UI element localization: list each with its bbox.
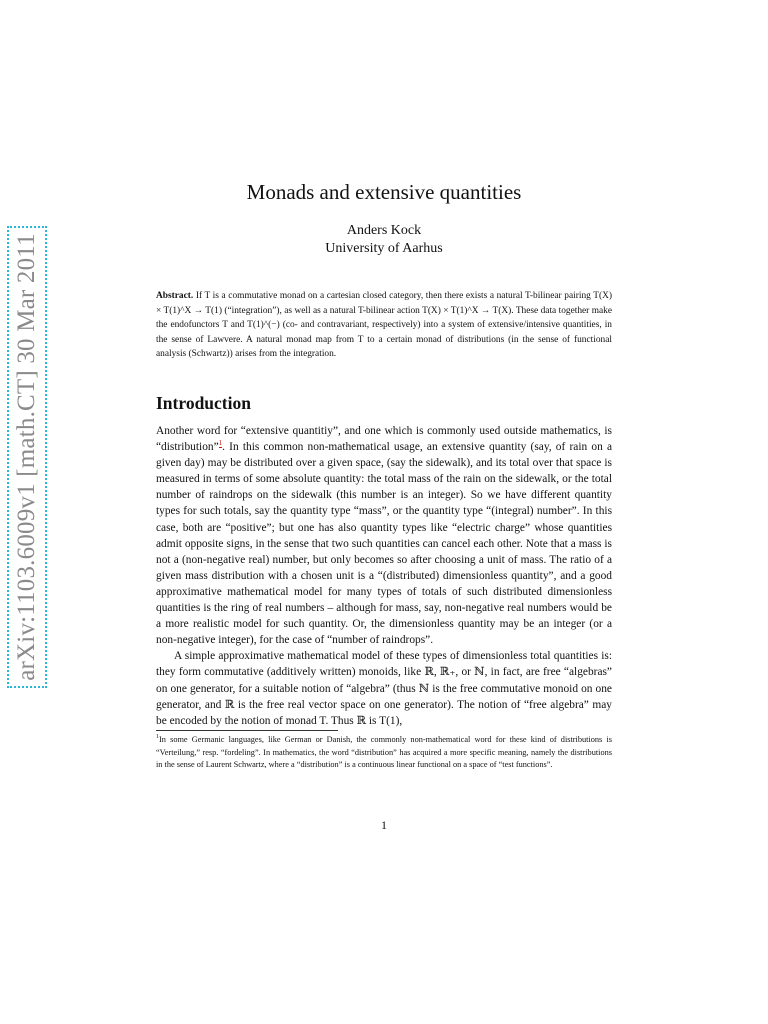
- author-affiliation: University of Aarhus: [325, 241, 443, 256]
- abstract-text: If T is a commutative monad on a cartesian closed category, then there exists a natural T-bilinear pairing T(X) × T(1)^X → T(1) (“integration”), as well as a natural T-bilinear action T(X) × T(1)^X → T(X). These data together make the endofunctors T and T(1)^(−) (co- and contravariant, respectively) into a system of extensive/intensive quantities, in the sense of Lawvere. A natural monad map from T to a certain monad of distributions (in the sense of functional analysis (Schwartz)) arises from the integration.: [156, 291, 613, 359]
- footnote-link[interactable]: 1: [218, 439, 223, 448]
- introduction-body: [156, 423, 612, 729]
- paragraph-1: [156, 423, 612, 648]
- paper-title: Monads and extensive quantities: [246, 180, 522, 204]
- author-name: Anders Kock: [346, 223, 422, 238]
- footnote-text: In some Germanic languages, like German or Danish, the commonly non-mathematical word for these kind of distributions is “Verteilung,” resp. “fordeling”. In mathematics, the word “distribution” has acquired a more specific meaning, namely the distributions in the sense of Laurent Schwartz, where a “distribution” is a continuous linear functional on a space of “test functions”.: [156, 735, 612, 769]
- footnote-number: 1: [156, 734, 159, 741]
- paragraph-2: A simple approximative mathematical model of these types of dimensionless total quantities is: they form commutative (additively written) monoids, like ℝ, ℝ₊, or ℕ, in fact, are free “algebras” on one generator, for a suitable notion of “algebra” (thus ℕ is the free commutative monoid on one generator, and ℝ is the free real vector space on one generator). The notion of “free algebra” may be encoded by the notion of monad T. Thus ℝ is T(1),: [156, 650, 612, 727]
- abstract-label: Abstract.: [156, 291, 194, 301]
- page-number: 1: [381, 818, 387, 832]
- arxiv-side-stamp: [7, 226, 47, 688]
- footnote-divider: [156, 730, 338, 731]
- paragraph-1-text-b: . In this common non-mathematical usage, an extensive quantity (say, of rain on a given day) may be distributed over a given space, (say the sidewalk), and its total over that space is measured in terms of some absolute quantity: the total mass of the rain on the sidewalk, or the total number of raindrops on the sidewalk (this number is an integer). So we have different quantity types for such totals, say the quantity type “mass”, or the quantity type “(integral) number”. In this case, both are “positive”; but one has also quantity types like “electric charge” whose quantities admit opposite signs, in the sense that two such quantities can cancel each other. Note that a mass is not a (non-negative real) number, but only becomes so after choosing a unit of mass. The ratio of a given mass distribution with a chosen unit is a “(distributed) dimensionless quantity”, and a good approximative mathematical model for many types of totals of such distributed dimensionless quantities is the ring of real numbers – although for mass, say, non-negative real numbers would be a more realistic model for such quantity. Or, the dimensionless quantity may be an integer (or a non-negative integer), for the case of “number of raindrops”.: [156, 441, 612, 647]
- section-heading-introduction: Introduction: [156, 393, 251, 413]
- footnote-1: [156, 734, 612, 772]
- paragraph-1-text-a: Another word for “extensive quantitiy”, and one which is commonly used outside mathematics, is “distribution”: [156, 425, 612, 454]
- abstract: [156, 289, 612, 362]
- arxiv-identifier: arXiv:1103.6009v1 [math.CT] 30 Mar 2011: [13, 233, 40, 681]
